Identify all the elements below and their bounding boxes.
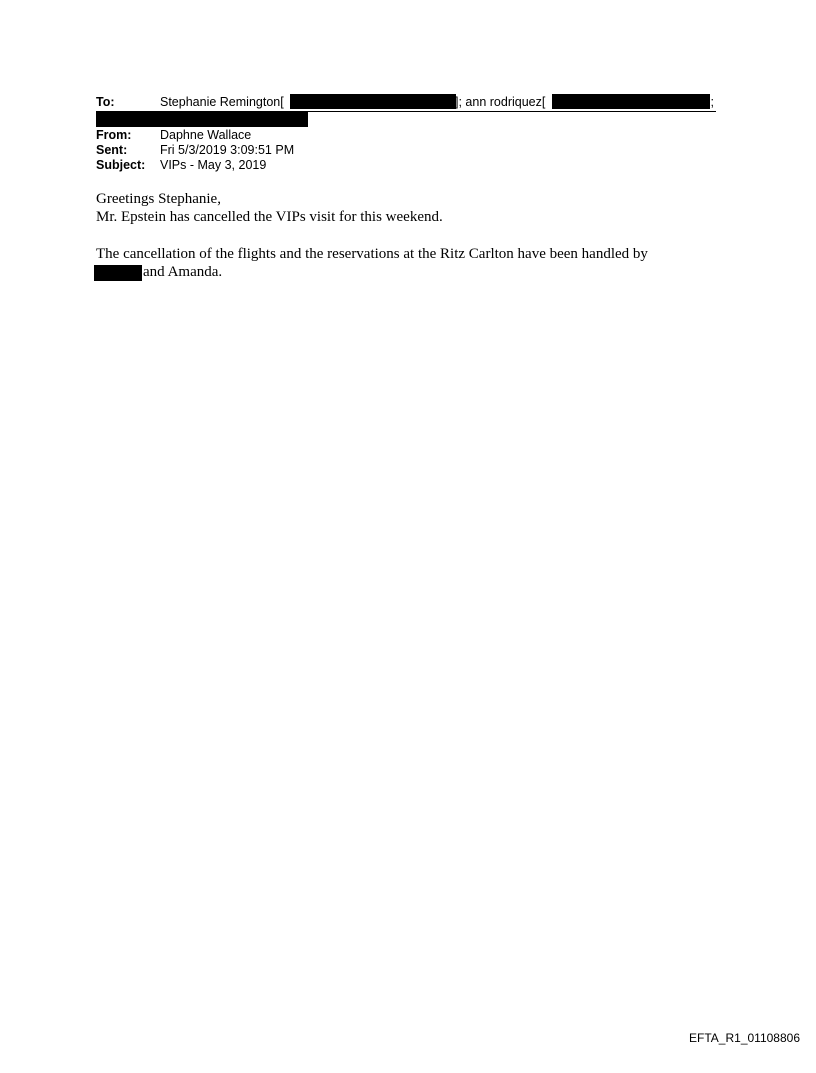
redaction-to-email-2 (552, 94, 710, 109)
redaction-body-name (94, 265, 142, 281)
redaction-to-email-1 (290, 94, 456, 109)
to-label: To: (96, 95, 115, 109)
redaction-to-line-2 (96, 112, 308, 127)
to-recipient-1: Stephanie Remington[ (160, 95, 284, 109)
to-separator: ]; ann rodriquez[ (455, 95, 546, 109)
sent-value: Fri 5/3/2019 3:09:51 PM (160, 143, 295, 157)
sent-label: Sent: (96, 143, 128, 157)
from-value: Daphne Wallace (160, 128, 252, 142)
greeting: Greetings Stephanie, (96, 191, 221, 207)
body-line-2: The cancellation of the flights and the reservations at the Ritz Carlton have been handled by (96, 246, 648, 262)
document-id: EFTA_R1_01108806 (689, 1031, 800, 1045)
to-end: ]; (707, 95, 714, 109)
body-line-3: and Amanda. (143, 264, 223, 280)
subject-label: Subject: (96, 158, 146, 172)
subject-value: VIPs - May 3, 2019 (160, 158, 267, 172)
from-label: From: (96, 128, 132, 142)
body-line-1: Mr. Epstein has cancelled the VIPs visit for this weekend. (96, 209, 443, 225)
